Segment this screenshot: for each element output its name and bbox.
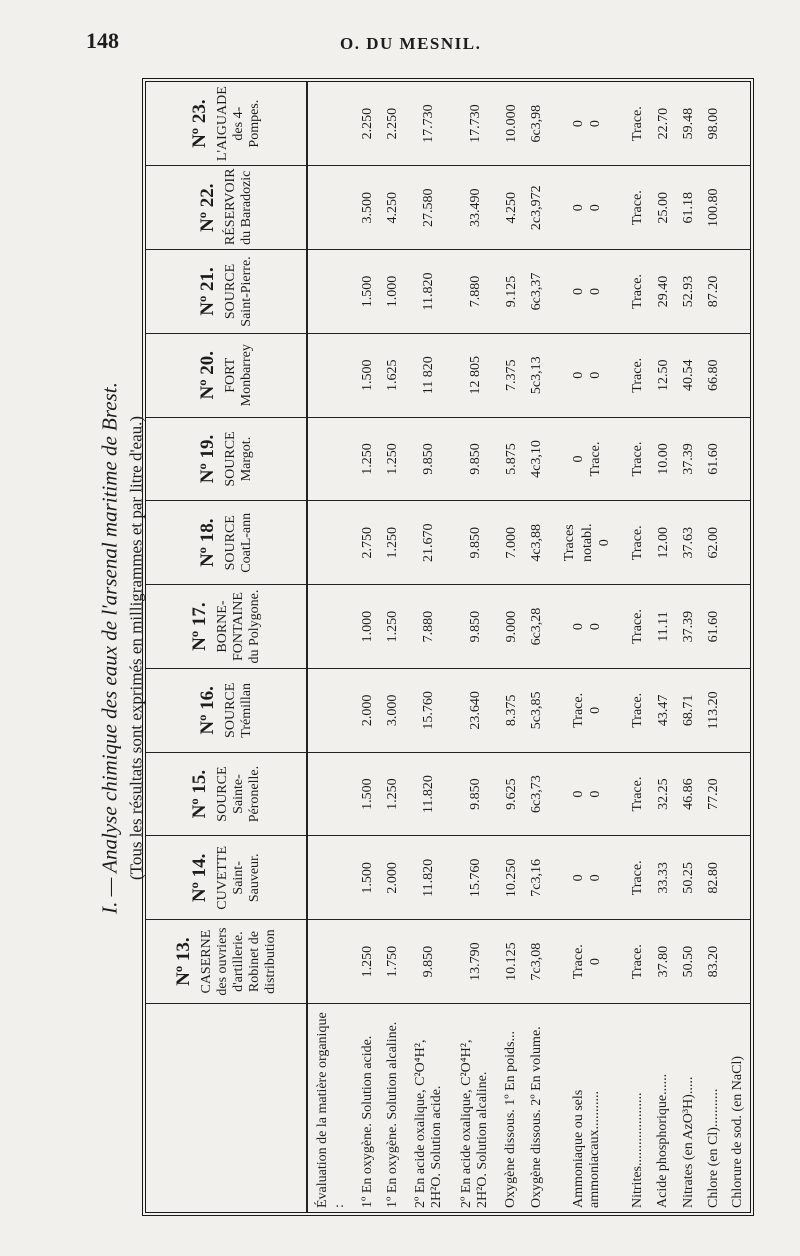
table-cell: 2c3,972	[524, 166, 549, 250]
table-cell	[307, 82, 355, 166]
table-cell: 5c3,13	[524, 333, 549, 417]
table-cell: 61.60	[701, 585, 726, 669]
table-cell: 7.375	[499, 333, 524, 417]
table-cell: Trace.	[625, 668, 650, 752]
table-cell: 3.500	[355, 166, 380, 250]
table-cell: 43.47	[651, 668, 676, 752]
column-name: FORT Monbarrey	[222, 344, 254, 407]
table-cell	[307, 417, 355, 501]
table-cell: 37.39	[676, 585, 701, 669]
table-row	[499, 82, 524, 1212]
table-row	[625, 82, 650, 1212]
table-cell	[727, 920, 750, 1004]
column-header	[146, 82, 307, 166]
table-cell	[727, 836, 750, 920]
table-cell: 59.48	[676, 82, 701, 166]
table-cell: 12 805	[452, 333, 499, 417]
table-cell: 100.80	[701, 166, 726, 250]
table-cell: 5.875	[499, 417, 524, 501]
table-row	[307, 82, 355, 1212]
table-cell: 8.375	[499, 668, 524, 752]
table-cell	[727, 166, 750, 250]
table-cell: 2.750	[355, 501, 380, 585]
table-cell: 83.20	[701, 920, 726, 1004]
table-row	[701, 82, 726, 1212]
table-cell: 1.250	[380, 501, 405, 585]
table-cell: 9.850	[452, 585, 499, 669]
table-cell: 0 0	[549, 585, 625, 669]
table-cell: 6c3,37	[524, 250, 549, 334]
row-label: Chlore (en Cl)...........	[705, 1088, 721, 1208]
column-header	[146, 501, 307, 585]
column-number: Nº 16.	[196, 686, 218, 735]
table-cell: 113.20	[701, 668, 726, 752]
table-cell: Trace.	[625, 417, 650, 501]
table-cell: 0 0	[549, 250, 625, 334]
table-cell: 1.250	[355, 920, 380, 1004]
caption-title: I. — Analyse chimique des eaux de l'arsenal maritime de Brest.	[97, 382, 122, 914]
table-cell: 0 0	[549, 752, 625, 836]
table-cell: 25.00	[651, 166, 676, 250]
table-cell: Trace. 0	[549, 920, 625, 1004]
column-name: SOURCE Sainte-Péronelle.	[214, 765, 262, 823]
table-cell: 17.730	[452, 82, 499, 166]
table-cell: Traces notabl. 0	[549, 501, 625, 585]
table-cell: 1.750	[380, 920, 405, 1004]
column-header	[146, 585, 307, 669]
table-cell: 7.000	[499, 501, 524, 585]
table-cell: 11.11	[651, 585, 676, 669]
table-cell: 62.00	[701, 501, 726, 585]
table-cell	[307, 585, 355, 669]
table-cell: Trace.	[625, 82, 650, 166]
table-cell: 1.000	[355, 585, 380, 669]
row-label: Nitrates (en AzO³H).....	[680, 1076, 696, 1208]
table-cell: 4.250	[380, 166, 405, 250]
column-number: Nº 19.	[196, 434, 218, 484]
table-cell	[727, 752, 750, 836]
column-name: RÉSERVOIR du Baradozic	[222, 168, 254, 246]
column-header	[146, 752, 307, 836]
table-cell	[307, 920, 355, 1004]
table-cell: 2.000	[355, 668, 380, 752]
column-name: SOURCE CoatL-ann	[222, 512, 254, 573]
table-cell: 15.760	[406, 668, 453, 752]
table-cell: 0 Trace.	[549, 417, 625, 501]
table-cell: 9.625	[499, 752, 524, 836]
row-label: 1º En oxygène. Solution alcaline.	[384, 1021, 400, 1208]
table-cell: 0 0	[549, 166, 625, 250]
table-cell: 1.625	[380, 333, 405, 417]
table-cell: 0 0	[549, 333, 625, 417]
table-cell: 1.500	[355, 752, 380, 836]
table-cell: Trace.	[625, 166, 650, 250]
table-cell: 21.670	[406, 501, 453, 585]
table-cell	[307, 333, 355, 417]
table-cell: 12.50	[651, 333, 676, 417]
table-cell: 46.86	[676, 752, 701, 836]
table-cell: 87.20	[701, 250, 726, 334]
row-label: Évaluation de la matière organique :	[315, 1012, 347, 1208]
row-label: Chlorure de sod. (en NaCl)	[730, 1055, 746, 1208]
table-row	[651, 82, 676, 1212]
table-cell: 1.500	[355, 333, 380, 417]
table-cell	[727, 82, 750, 166]
table-cell	[727, 501, 750, 585]
column-header	[146, 668, 307, 752]
table-cell: Trace. 0	[549, 668, 625, 752]
table-cell: 9.850	[452, 501, 499, 585]
table-cell: Trace.	[625, 836, 650, 920]
column-name: SOURCE Trémillan	[222, 682, 254, 738]
table-cell: Trace.	[625, 585, 650, 669]
page-number: 148	[86, 28, 119, 53]
table-cell: Trace.	[625, 250, 650, 334]
table-cell: 98.00	[701, 82, 726, 166]
table-cell: 13.790	[452, 920, 499, 1004]
running-head: O. DU MESNIL.	[340, 34, 482, 53]
table-cell: 9.850	[452, 752, 499, 836]
table-cell: 4c3,88	[524, 501, 549, 585]
column-header	[146, 417, 307, 501]
table-cell: 1.250	[380, 417, 405, 501]
table-cell: 40.54	[676, 333, 701, 417]
table-cell: 10.00	[651, 417, 676, 501]
table-cell	[307, 250, 355, 334]
table-cell: 22.70	[651, 82, 676, 166]
column-header	[146, 836, 307, 920]
table-row	[549, 82, 625, 1212]
table-cell: Trace.	[625, 752, 650, 836]
table-body	[307, 82, 750, 1212]
column-number: Nº 22.	[196, 183, 218, 232]
table-cell: 29.40	[651, 250, 676, 334]
table-cell: Trace.	[625, 501, 650, 585]
table-cell: 1.500	[355, 250, 380, 334]
column-number: Nº 20.	[196, 351, 218, 400]
analysis-table-frame	[142, 78, 754, 1216]
table-cell: 9.125	[499, 250, 524, 334]
table-cell: 7.880	[406, 585, 453, 669]
table-cell: 0 0	[549, 82, 625, 166]
table-cell: 10.250	[499, 836, 524, 920]
table-cell: 15.760	[452, 836, 499, 920]
table-cell: 66.80	[701, 333, 726, 417]
table-cell: Trace.	[625, 920, 650, 1004]
table-row	[355, 82, 380, 1212]
row-label: Oxygène dissous. 2º En volume.	[528, 1026, 544, 1208]
table-cell: 12.00	[651, 501, 676, 585]
table-row	[452, 82, 499, 1212]
column-name: CUVETTE Saint-Sauveur.	[214, 845, 262, 910]
table-cell	[307, 668, 355, 752]
table-row	[727, 82, 750, 1212]
column-header	[146, 920, 307, 1004]
table-cell: 4.250	[499, 166, 524, 250]
table-cell: 2.250	[380, 82, 405, 166]
header-row	[146, 82, 307, 1212]
water-analysis-table	[146, 82, 750, 1212]
table-cell	[307, 752, 355, 836]
table-cell: 17.730	[406, 82, 453, 166]
table-row	[676, 82, 701, 1212]
table-cell: 68.71	[676, 668, 701, 752]
table-cell: 33.33	[651, 836, 676, 920]
column-header	[146, 333, 307, 417]
row-label: Nitrites.....................	[629, 1092, 645, 1208]
caption-block	[98, 98, 147, 1198]
table-cell: 7.880	[452, 250, 499, 334]
column-name: BORNE-FONTAINE du Polygone.	[214, 589, 262, 664]
table-cell: 2.000	[380, 836, 405, 920]
table-cell: 1.250	[380, 752, 405, 836]
table-cell: 37.80	[651, 920, 676, 1004]
table-cell: 4c3,10	[524, 417, 549, 501]
column-number: Nº 18.	[196, 518, 218, 568]
table-cell: 23.640	[452, 668, 499, 752]
table-cell: 1.000	[380, 250, 405, 334]
table-cell	[307, 166, 355, 250]
table-cell: 37.63	[676, 501, 701, 585]
table-cell: 6c3,98	[524, 82, 549, 166]
table-cell	[727, 333, 750, 417]
column-number: Nº 17.	[188, 602, 210, 651]
column-number: Nº 13.	[172, 937, 194, 986]
table-cell: 9.850	[406, 920, 453, 1004]
table-cell: 1.250	[355, 417, 380, 501]
table-cell: 11.820	[406, 752, 453, 836]
row-label: Oxygène dissous. 1º En poids...	[503, 1030, 519, 1208]
table-cell: 1.250	[380, 585, 405, 669]
column-header	[146, 250, 307, 334]
caption-subtitle: (Tous les résultats sont exprimés en milligrammes et par litre d'eau.)	[126, 415, 146, 881]
column-name: L'AIGUADE des 4-Pompes.	[214, 86, 262, 162]
table-cell: 27.580	[406, 166, 453, 250]
table-cell: 7c3,08	[524, 920, 549, 1004]
table-cell: 50.25	[676, 836, 701, 920]
row-label: Ammoniaque ou sels ammoniacaux...........	[571, 1089, 603, 1208]
column-name: SOURCE Margot.	[222, 431, 254, 487]
column-number: Nº 23.	[188, 99, 210, 148]
table-cell: 11.820	[406, 836, 453, 920]
column-number: Nº 21.	[196, 267, 218, 316]
table-cell: 5c3,85	[524, 668, 549, 752]
table-cell: 77.20	[701, 752, 726, 836]
table-cell	[727, 668, 750, 752]
table-cell: 11 820	[406, 333, 453, 417]
table-row	[406, 82, 453, 1212]
table-cell	[727, 417, 750, 501]
table-cell: 3.000	[380, 668, 405, 752]
column-name: CASERNE des ouvriers d'artillerie. Robinet de distribution	[198, 927, 279, 996]
table-cell: 9.850	[406, 417, 453, 501]
column-number: Nº 15.	[188, 769, 210, 819]
table-cell	[307, 836, 355, 920]
table-cell: 6c3,73	[524, 752, 549, 836]
row-label: 2º En acide oxalique, C²O⁴H², 2H²O. Solution acide.	[412, 1039, 444, 1208]
table-cell: 11.820	[406, 250, 453, 334]
table-row	[524, 82, 549, 1212]
table-cell: 10.125	[499, 920, 524, 1004]
table-cell: 9.000	[499, 585, 524, 669]
row-label: 1º En oxygène. Solution acide.	[359, 1035, 375, 1208]
row-label: Acide phosphorique......	[655, 1073, 671, 1208]
table-cell	[727, 250, 750, 334]
table-cell: 61.18	[676, 166, 701, 250]
table-cell: 50.50	[676, 920, 701, 1004]
table-cell: 61.60	[701, 417, 726, 501]
table-cell: 7c3,16	[524, 836, 549, 920]
table-row	[380, 82, 405, 1212]
table-cell: 6c3,28	[524, 585, 549, 669]
table-cell: 9.850	[452, 417, 499, 501]
table-cell: 52.93	[676, 250, 701, 334]
column-header	[146, 166, 307, 250]
table-cell: 82.80	[701, 836, 726, 920]
table-cell: 37.39	[676, 417, 701, 501]
table-cell: 1.500	[355, 836, 380, 920]
corner-cell	[146, 1004, 307, 1213]
column-number: Nº 14.	[188, 853, 210, 903]
page-header	[0, 0, 800, 70]
row-label: 2º En acide oxalique, C²O⁴H², 2H²O. Solution alcaline.	[459, 1039, 491, 1208]
table-cell: 10.000	[499, 82, 524, 166]
table-cell	[727, 585, 750, 669]
rotated-table-wrapper	[146, 82, 750, 1212]
table-cell: 32.25	[651, 752, 676, 836]
table-cell: 33.490	[452, 166, 499, 250]
column-name: SOURCE Saint-Pierre.	[222, 256, 254, 327]
table-cell: 2.250	[355, 82, 380, 166]
table-cell	[307, 501, 355, 585]
table-cell: Trace.	[625, 333, 650, 417]
table-cell: 0 0	[549, 836, 625, 920]
